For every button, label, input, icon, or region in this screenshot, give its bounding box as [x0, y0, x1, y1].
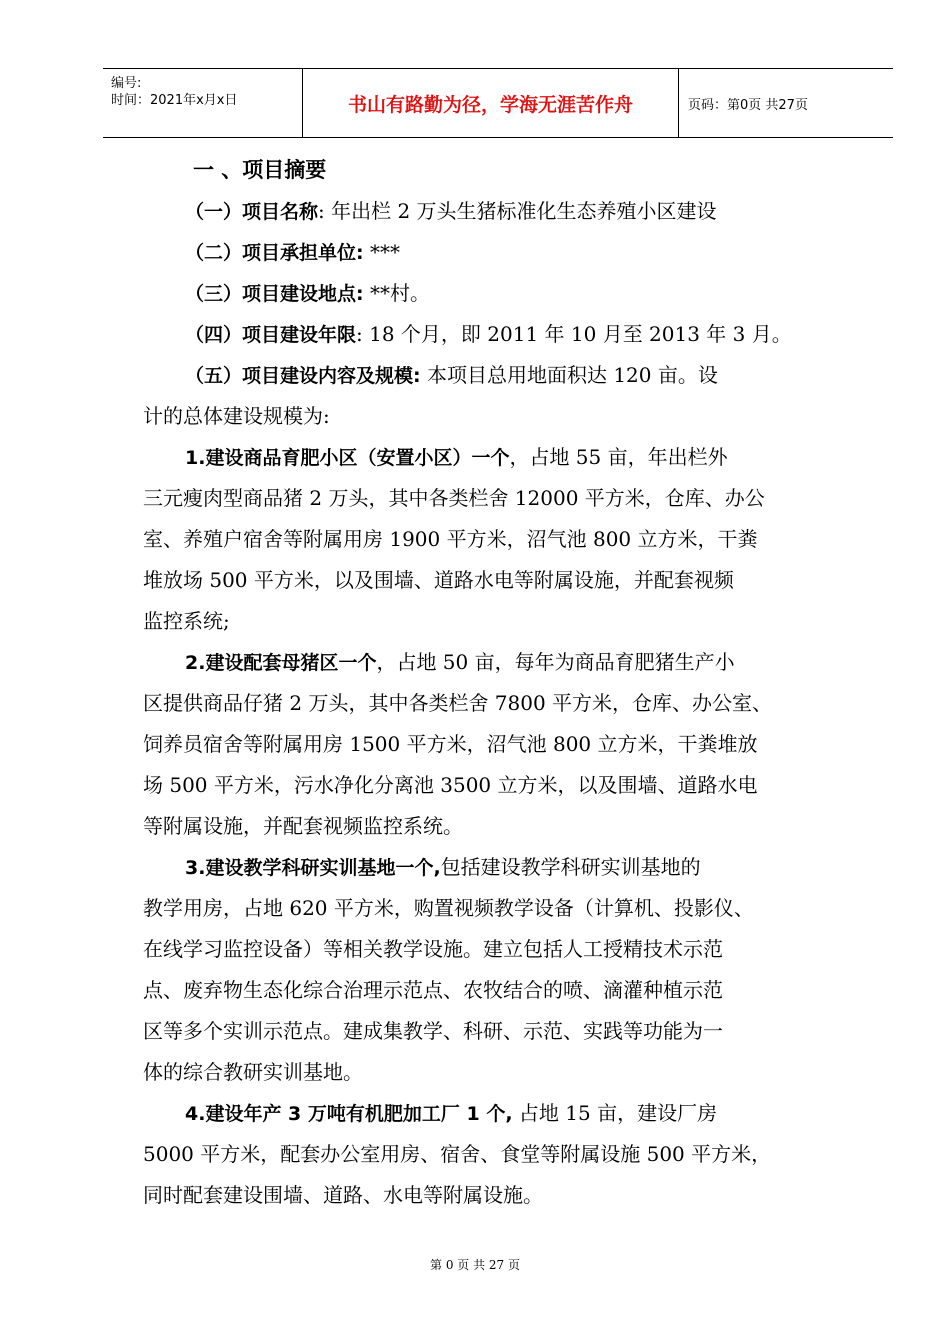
summary-item-label: （二）项目承担单位: [185, 242, 364, 264]
body-line: 三元瘦肉型商品猪 2 万头，其中各类栏舍 12000 平方米，仓库、办公 [143, 486, 765, 510]
paragraph-lead: 4.建设年产 3 万吨有机肥加工厂 1 个, [185, 1103, 513, 1125]
body-line: 监控系统; [143, 609, 230, 633]
section-heading: 一 、项目摘要 [193, 158, 327, 182]
paragraph-lead: 2.建设配套母猪区一个 [185, 652, 377, 674]
body-line: 堆放场 500 平方米，以及围墙、道路水电等附属设施，并配套视频 [143, 568, 734, 592]
summary-item-label: （一）项目名称 [185, 201, 319, 223]
summary-item [143, 232, 859, 273]
header-page-info: 页码：第0页 共27页 [688, 97, 808, 113]
body-line: 区提供商品仔猪 2 万头，其中各类栏舍 7800 平方米，仓库、办公室、 [143, 691, 773, 715]
paragraph-lead: 3.建设教学科研实训基地一个, [185, 857, 441, 879]
paragraph-first-line [143, 642, 859, 683]
paragraph-text: 包括建设教学科研实训基地的 [440, 855, 701, 879]
body-line: 同时配套建设围墙、道路、水电等附属设施。 [143, 1183, 543, 1207]
body-line: 等附属设施，并配套视频监控系统。 [143, 814, 463, 838]
paragraph-text: ，占地 50 亩，每年为商品育肥猪生产小 [376, 650, 735, 674]
summary-item [143, 273, 859, 314]
paragraph-text: 占地 15 亩，建设厂房 [512, 1101, 718, 1125]
document-number-label: 编号: [111, 76, 142, 91]
paragraph-first-line [143, 437, 859, 478]
body-line: 体的综合教研实训基地。 [143, 1060, 363, 1084]
document-body [143, 150, 859, 1216]
page-header [103, 68, 893, 138]
summary-item-label: （三）项目建设地点: [185, 283, 364, 305]
paragraph-text: ，占地 55 亩，年出栏外 [509, 445, 728, 469]
page-footer: 第 0 页 共 27 页 [430, 1258, 520, 1272]
summary-item-text: : 18 个月，即 2011 年 10 月至 2013 年 3 月。 [356, 322, 792, 346]
body-line: 区等多个实训示范点。建成集教学、科研、示范、实践等功能为一 [143, 1019, 723, 1043]
body-line: 在线学习监控设备）等相关教学设施。建立包括人工授精技术示范 [143, 937, 723, 961]
body-line: 场 500 平方米，污水净化分离池 3500 立方米，以及围墙、道路水电 [143, 773, 758, 797]
body-line: 室、养殖户宿舍等附属用房 1900 平方米，沼气池 800 立方米，干粪 [143, 527, 758, 551]
body-line: 教学用房，占地 620 平方米，购置视频教学设备（计算机、投影仪、 [143, 896, 754, 920]
body-line: 点、废弃物生态化综合治理示范点、农牧结合的喷、滴灌种植示范 [143, 978, 723, 1002]
summary-item-text: 本项目总用地面积达 120 亩。设 [420, 363, 718, 387]
body-line: 饲养员宿舍等附属用房 1500 平方米，沼气池 800 立方米，干粪堆放 [143, 732, 758, 756]
summary-item-label: （四）项目建设年限 [185, 324, 357, 346]
paragraph-first-line [143, 847, 859, 888]
summary-item [143, 355, 859, 396]
summary-item [143, 314, 859, 355]
summary-item-text: : 年出栏 2 万头生猪标准化生态养殖小区建设 [318, 199, 717, 223]
body-line: 5000 平方米，配套办公室用房、宿舍、食堂等附属设施 500 平方米， [143, 1142, 772, 1166]
paragraph-first-line [143, 1093, 859, 1134]
summary-item [143, 191, 859, 232]
header-motto: 书山有路勤为径，学海无涯苦作舟 [303, 69, 679, 137]
paragraph-lead: 1.建设商品育肥小区（安置小区）一个 [185, 447, 510, 469]
summary-item-text: *** [363, 240, 400, 264]
document-time-label: 时间：2021年x月x日 [111, 93, 238, 108]
body-line: 计的总体建设规模为: [143, 404, 330, 428]
header-meta [103, 69, 303, 137]
summary-item-label: （五）项目建设内容及规模: [185, 365, 421, 387]
summary-item-text: **村。 [363, 281, 430, 305]
